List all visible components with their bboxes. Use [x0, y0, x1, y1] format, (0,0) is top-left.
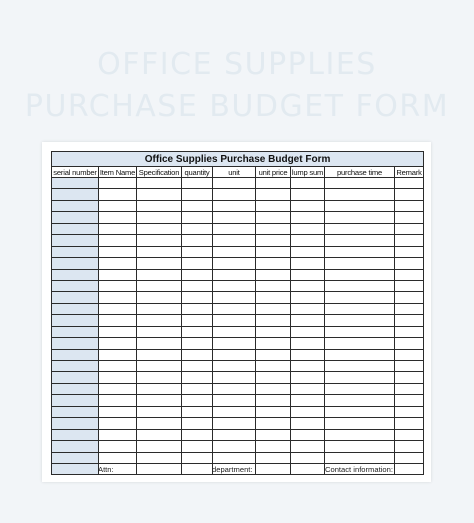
table-cell[interactable] — [99, 406, 137, 417]
table-cell[interactable] — [291, 315, 325, 326]
table-cell[interactable] — [325, 212, 395, 223]
table-cell[interactable] — [182, 235, 213, 246]
table-cell[interactable] — [99, 212, 137, 223]
table-cell[interactable] — [395, 200, 424, 211]
table-cell[interactable] — [99, 292, 137, 303]
table-cell[interactable] — [325, 441, 395, 452]
table-cell[interactable] — [99, 383, 137, 394]
table-cell[interactable] — [137, 212, 182, 223]
table-row — [52, 441, 424, 452]
table-cell[interactable] — [325, 269, 395, 280]
table-cell[interactable] — [395, 338, 424, 349]
table-cell[interactable] — [395, 178, 424, 189]
table-cell[interactable] — [99, 372, 137, 383]
department-label: department: — [212, 465, 253, 474]
table-cell[interactable] — [291, 246, 325, 257]
table-cell[interactable] — [137, 269, 182, 280]
table-cell[interactable] — [52, 292, 99, 303]
table-cell[interactable] — [213, 246, 256, 257]
table-cell[interactable] — [52, 258, 99, 269]
table-cell[interactable] — [395, 303, 424, 314]
table-cell[interactable] — [291, 441, 325, 452]
table-cell[interactable] — [325, 452, 395, 463]
table-cell[interactable] — [395, 223, 424, 234]
table-cell[interactable] — [99, 269, 137, 280]
table-cell[interactable] — [395, 441, 424, 452]
table-cell[interactable] — [213, 280, 256, 291]
table-row — [52, 292, 424, 303]
table-cell[interactable] — [52, 212, 99, 223]
table-cell[interactable] — [395, 212, 424, 223]
column-header-row — [52, 167, 424, 178]
table-cell[interactable] — [291, 406, 325, 417]
table-cell[interactable] — [256, 349, 291, 360]
table-cell[interactable] — [52, 280, 99, 291]
table-cell[interactable] — [395, 292, 424, 303]
table-cell[interactable] — [99, 326, 137, 337]
table-cell[interactable] — [325, 200, 395, 211]
table-cell[interactable] — [325, 223, 395, 234]
table-cell[interactable] — [213, 235, 256, 246]
table-cell[interactable] — [52, 315, 99, 326]
table-cell[interactable] — [99, 303, 137, 314]
table-cell[interactable] — [395, 326, 424, 337]
table-cell[interactable] — [291, 269, 325, 280]
table-cell[interactable] — [137, 223, 182, 234]
table-cell[interactable] — [256, 338, 291, 349]
table-body — [52, 178, 424, 475]
table-row — [52, 223, 424, 234]
table-cell[interactable] — [291, 223, 325, 234]
table-cell[interactable] — [137, 189, 182, 200]
table-cell[interactable] — [325, 258, 395, 269]
table-cell[interactable] — [182, 383, 213, 394]
table-cell[interactable] — [182, 418, 213, 429]
table-cell[interactable] — [213, 361, 256, 372]
table-cell[interactable] — [395, 406, 424, 417]
table-row — [52, 406, 424, 417]
form-footer — [42, 465, 431, 477]
table-cell[interactable] — [99, 189, 137, 200]
banner-line-1: OFFICE SUPPLIES — [97, 47, 377, 82]
table-cell[interactable] — [99, 246, 137, 257]
table-cell[interactable] — [52, 189, 99, 200]
table-cell[interactable] — [395, 361, 424, 372]
column-header: unit price — [256, 167, 291, 178]
table-cell[interactable] — [213, 418, 256, 429]
table-cell[interactable] — [182, 372, 213, 383]
banner-line-2: PURCHASE BUDGET FORM — [24, 89, 450, 124]
table-cell[interactable] — [137, 178, 182, 189]
table-cell[interactable] — [137, 372, 182, 383]
table-cell[interactable] — [325, 303, 395, 314]
table-row — [52, 338, 424, 349]
table-cell[interactable] — [291, 372, 325, 383]
table-cell[interactable] — [99, 452, 137, 463]
table-row — [52, 200, 424, 211]
table-cell[interactable] — [182, 303, 213, 314]
table-cell[interactable] — [213, 406, 256, 417]
table-cell[interactable] — [256, 269, 291, 280]
table-row — [52, 315, 424, 326]
table-cell[interactable] — [256, 315, 291, 326]
table-cell[interactable] — [182, 395, 213, 406]
table-row — [52, 212, 424, 223]
table-cell[interactable] — [182, 280, 213, 291]
table-cell[interactable] — [256, 235, 291, 246]
table-cell[interactable] — [99, 315, 137, 326]
column-header: Specification — [137, 167, 182, 178]
table-cell[interactable] — [291, 338, 325, 349]
form-title: Office Supplies Purchase Budget Form — [52, 152, 424, 167]
table-cell[interactable] — [256, 395, 291, 406]
table-row — [52, 429, 424, 440]
table-row — [52, 452, 424, 463]
table-cell[interactable] — [182, 326, 213, 337]
table-cell[interactable] — [137, 441, 182, 452]
table-cell[interactable] — [182, 406, 213, 417]
table-cell[interactable] — [137, 326, 182, 337]
table-cell[interactable] — [256, 303, 291, 314]
table-cell[interactable] — [213, 223, 256, 234]
attn-label: Attn: — [98, 465, 114, 474]
table-cell[interactable] — [325, 418, 395, 429]
table-cell[interactable] — [256, 452, 291, 463]
table-cell[interactable] — [99, 200, 137, 211]
table-row — [52, 418, 424, 429]
table-cell[interactable] — [256, 200, 291, 211]
table-cell[interactable] — [182, 178, 213, 189]
table-cell[interactable] — [182, 292, 213, 303]
page-banner-title — [0, 44, 474, 128]
table-cell[interactable] — [325, 383, 395, 394]
table-cell[interactable] — [99, 395, 137, 406]
table-cell[interactable] — [52, 441, 99, 452]
contact-information-label: Contact information: — [325, 465, 393, 474]
column-header: lump sum — [291, 167, 324, 177]
table-cell[interactable] — [256, 326, 291, 337]
budget-table — [51, 151, 424, 475]
table-cell[interactable] — [52, 326, 99, 337]
table-cell[interactable] — [291, 212, 325, 223]
table-cell[interactable] — [137, 315, 182, 326]
table-row — [52, 349, 424, 360]
table-cell[interactable] — [395, 258, 424, 269]
table-cell[interactable] — [291, 383, 325, 394]
table-cell[interactable] — [395, 383, 424, 394]
table-row — [52, 189, 424, 200]
table-cell[interactable] — [52, 395, 99, 406]
table-cell[interactable] — [137, 361, 182, 372]
table-cell[interactable] — [182, 349, 213, 360]
table-cell[interactable] — [137, 246, 182, 257]
table-cell[interactable] — [395, 246, 424, 257]
table-cell[interactable] — [137, 338, 182, 349]
table-cell[interactable] — [52, 235, 99, 246]
table-cell[interactable] — [395, 418, 424, 429]
table-cell[interactable] — [213, 383, 256, 394]
table-cell[interactable] — [137, 406, 182, 417]
table-row — [52, 178, 424, 189]
table-cell[interactable] — [325, 178, 395, 189]
table-row — [52, 246, 424, 257]
table-cell[interactable] — [325, 246, 395, 257]
table-cell[interactable] — [137, 418, 182, 429]
table-cell[interactable] — [182, 223, 213, 234]
table-cell[interactable] — [213, 326, 256, 337]
table-row — [52, 258, 424, 269]
table-cell[interactable] — [213, 429, 256, 440]
table-cell[interactable] — [99, 429, 137, 440]
table-cell[interactable] — [395, 315, 424, 326]
table-cell[interactable] — [291, 178, 325, 189]
table-cell[interactable] — [52, 429, 99, 440]
table-cell[interactable] — [256, 292, 291, 303]
form-sheet — [42, 142, 431, 482]
table-row — [52, 303, 424, 314]
table-cell[interactable] — [99, 280, 137, 291]
table-cell[interactable] — [291, 452, 325, 463]
table-cell[interactable] — [182, 315, 213, 326]
table-cell[interactable] — [182, 246, 213, 257]
table-cell[interactable] — [182, 452, 213, 463]
table-cell[interactable] — [52, 178, 99, 189]
table-cell[interactable] — [291, 292, 325, 303]
table-cell[interactable] — [256, 383, 291, 394]
table-cell[interactable] — [291, 326, 325, 337]
table-cell[interactable] — [182, 189, 213, 200]
table-cell[interactable] — [291, 429, 325, 440]
table-cell[interactable] — [291, 349, 325, 360]
table-cell[interactable] — [325, 429, 395, 440]
table-cell[interactable] — [395, 452, 424, 463]
table-cell[interactable] — [256, 258, 291, 269]
table-cell[interactable] — [52, 338, 99, 349]
table-cell[interactable] — [137, 303, 182, 314]
table-cell[interactable] — [395, 235, 424, 246]
table-cell[interactable] — [182, 361, 213, 372]
table-cell[interactable] — [256, 223, 291, 234]
table-cell[interactable] — [99, 361, 137, 372]
table-cell[interactable] — [99, 178, 137, 189]
table-cell[interactable] — [325, 338, 395, 349]
table-cell[interactable] — [325, 315, 395, 326]
table-cell[interactable] — [325, 292, 395, 303]
table-cell[interactable] — [52, 246, 99, 257]
column-header: serial number — [53, 167, 97, 177]
table-cell[interactable] — [137, 200, 182, 211]
table-cell[interactable] — [291, 303, 325, 314]
table-cell[interactable] — [52, 406, 99, 417]
table-row — [52, 361, 424, 372]
table-cell[interactable] — [256, 189, 291, 200]
table-cell[interactable] — [182, 200, 213, 211]
table-cell[interactable] — [325, 361, 395, 372]
table-cell[interactable] — [213, 395, 256, 406]
table-cell[interactable] — [213, 441, 256, 452]
table-cell[interactable] — [291, 258, 325, 269]
table-cell[interactable] — [137, 292, 182, 303]
table-cell[interactable] — [291, 189, 325, 200]
table-cell[interactable] — [137, 383, 182, 394]
table-cell[interactable] — [213, 269, 256, 280]
table-cell[interactable] — [256, 418, 291, 429]
table-cell[interactable] — [52, 383, 99, 394]
column-header: quantity — [182, 167, 213, 178]
table-cell[interactable] — [256, 372, 291, 383]
table-cell[interactable] — [256, 406, 291, 417]
table-cell[interactable] — [213, 189, 256, 200]
table-cell[interactable] — [325, 235, 395, 246]
table-cell[interactable] — [256, 429, 291, 440]
table-cell[interactable] — [52, 372, 99, 383]
column-header: purchase time — [325, 167, 395, 178]
table-cell[interactable] — [213, 303, 256, 314]
table-cell[interactable] — [395, 280, 424, 291]
table-cell[interactable] — [256, 441, 291, 452]
table-cell[interactable] — [291, 361, 325, 372]
table-cell[interactable] — [213, 212, 256, 223]
table-cell[interactable] — [213, 452, 256, 463]
table-cell[interactable] — [137, 258, 182, 269]
table-cell[interactable] — [52, 269, 99, 280]
table-cell[interactable] — [395, 429, 424, 440]
table-cell[interactable] — [325, 372, 395, 383]
table-cell[interactable] — [52, 361, 99, 372]
table-cell[interactable] — [213, 200, 256, 211]
table-cell[interactable] — [52, 223, 99, 234]
table-cell[interactable] — [137, 429, 182, 440]
table-row — [52, 269, 424, 280]
table-cell[interactable] — [99, 235, 137, 246]
table-cell[interactable] — [256, 246, 291, 257]
table-cell[interactable] — [213, 315, 256, 326]
table-cell[interactable] — [256, 280, 291, 291]
table-cell[interactable] — [291, 200, 325, 211]
table-cell[interactable] — [325, 189, 395, 200]
table-cell[interactable] — [291, 418, 325, 429]
table-cell[interactable] — [291, 395, 325, 406]
table-row — [52, 383, 424, 394]
table-cell[interactable] — [395, 395, 424, 406]
table-row — [52, 280, 424, 291]
table-cell[interactable] — [52, 200, 99, 211]
table-cell[interactable] — [213, 258, 256, 269]
table-cell[interactable] — [137, 395, 182, 406]
table-cell[interactable] — [213, 178, 256, 189]
table-cell[interactable] — [325, 349, 395, 360]
table-row — [52, 395, 424, 406]
table-cell[interactable] — [291, 235, 325, 246]
table-cell[interactable] — [99, 223, 137, 234]
table-cell[interactable] — [52, 303, 99, 314]
table-cell[interactable] — [395, 372, 424, 383]
table-cell[interactable] — [182, 212, 213, 223]
column-header: unit — [213, 167, 256, 178]
table-cell[interactable] — [213, 372, 256, 383]
table-row — [52, 326, 424, 337]
table-cell[interactable] — [395, 349, 424, 360]
table-cell[interactable] — [325, 326, 395, 337]
table-cell[interactable] — [137, 452, 182, 463]
table-cell[interactable] — [395, 189, 424, 200]
table-cell[interactable] — [256, 361, 291, 372]
table-row — [52, 372, 424, 383]
table-cell[interactable] — [213, 292, 256, 303]
table-cell[interactable] — [182, 258, 213, 269]
table-cell[interactable] — [256, 212, 291, 223]
table-cell[interactable] — [182, 338, 213, 349]
table-cell[interactable] — [137, 235, 182, 246]
table-cell[interactable] — [325, 280, 395, 291]
table-cell[interactable] — [182, 269, 213, 280]
table-cell[interactable] — [99, 258, 137, 269]
table-cell[interactable] — [52, 418, 99, 429]
table-cell[interactable] — [291, 280, 325, 291]
table-cell[interactable] — [256, 178, 291, 189]
column-header: Remark — [396, 167, 422, 177]
table-cell[interactable] — [213, 349, 256, 360]
table-cell[interactable] — [99, 418, 137, 429]
table-cell[interactable] — [99, 338, 137, 349]
table-cell[interactable] — [395, 269, 424, 280]
table-cell[interactable] — [325, 395, 395, 406]
table-cell[interactable] — [182, 441, 213, 452]
table-cell[interactable] — [99, 441, 137, 452]
table-cell[interactable] — [137, 280, 182, 291]
column-header: Item Name — [99, 167, 136, 177]
table-cell[interactable] — [52, 349, 99, 360]
table-cell[interactable] — [99, 349, 137, 360]
table-cell[interactable] — [137, 349, 182, 360]
table-cell[interactable] — [213, 338, 256, 349]
table-cell[interactable] — [325, 406, 395, 417]
table-cell[interactable] — [182, 429, 213, 440]
table-row — [52, 235, 424, 246]
table-cell[interactable] — [52, 452, 99, 463]
